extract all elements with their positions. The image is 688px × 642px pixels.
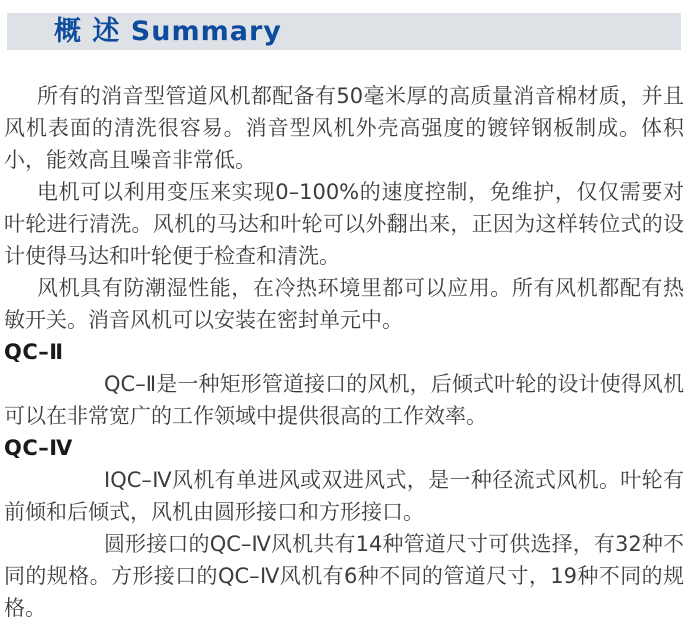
page-title: 概 述 Summary: [54, 16, 282, 47]
content-area: [4, 80, 684, 624]
paragraph-overview-2: 电机可以利用变压来实现0–100%的速度控制，免维护，仅仅需要对叶轮进行清洗。风机的马达和叶轮可以外翻出来，正因为这样转位式的设计使得马达和叶轮便于检查和清洗。: [4, 180, 684, 268]
paragraph-qc2: QC–Ⅱ是一种矩形管道接口的风机，后倾式叶轮的设计使得风机可以在非常宽广的工作领域中提供很高的工作效率。: [4, 372, 684, 428]
paragraph-qc4-2: 圆形接口的QC–Ⅳ风机共有14种管道尺寸可供选择，有32种不同的规格。方形接口的QC–Ⅳ风机有6种不同的管道尺寸，19种不同的规格。: [4, 532, 684, 620]
paragraph-overview-1: 所有的消音型管道风机都配备有50毫米厚的高质量消音棉材质，并且风机表面的清洗很容易。消音型风机外壳高强度的镀锌钢板制成。体积小，能效高且噪音非常低。: [4, 84, 684, 172]
paragraph-overview-3: 风机具有防潮湿性能，在冷热环境里都可以应用。所有风机都配有热敏开关。消音风机可以安装在密封单元中。: [4, 276, 684, 332]
heading-qc4: QC–Ⅳ: [4, 436, 73, 460]
heading-qc2: QC–Ⅱ: [4, 340, 64, 364]
paragraph-qc4-1: IQC–Ⅳ风机有单进风或双进风式，是一种径流式风机。叶轮有前倾和后倾式，风机由圆形接口和方形接口。: [4, 468, 684, 524]
section-header-bar: [7, 13, 681, 50]
